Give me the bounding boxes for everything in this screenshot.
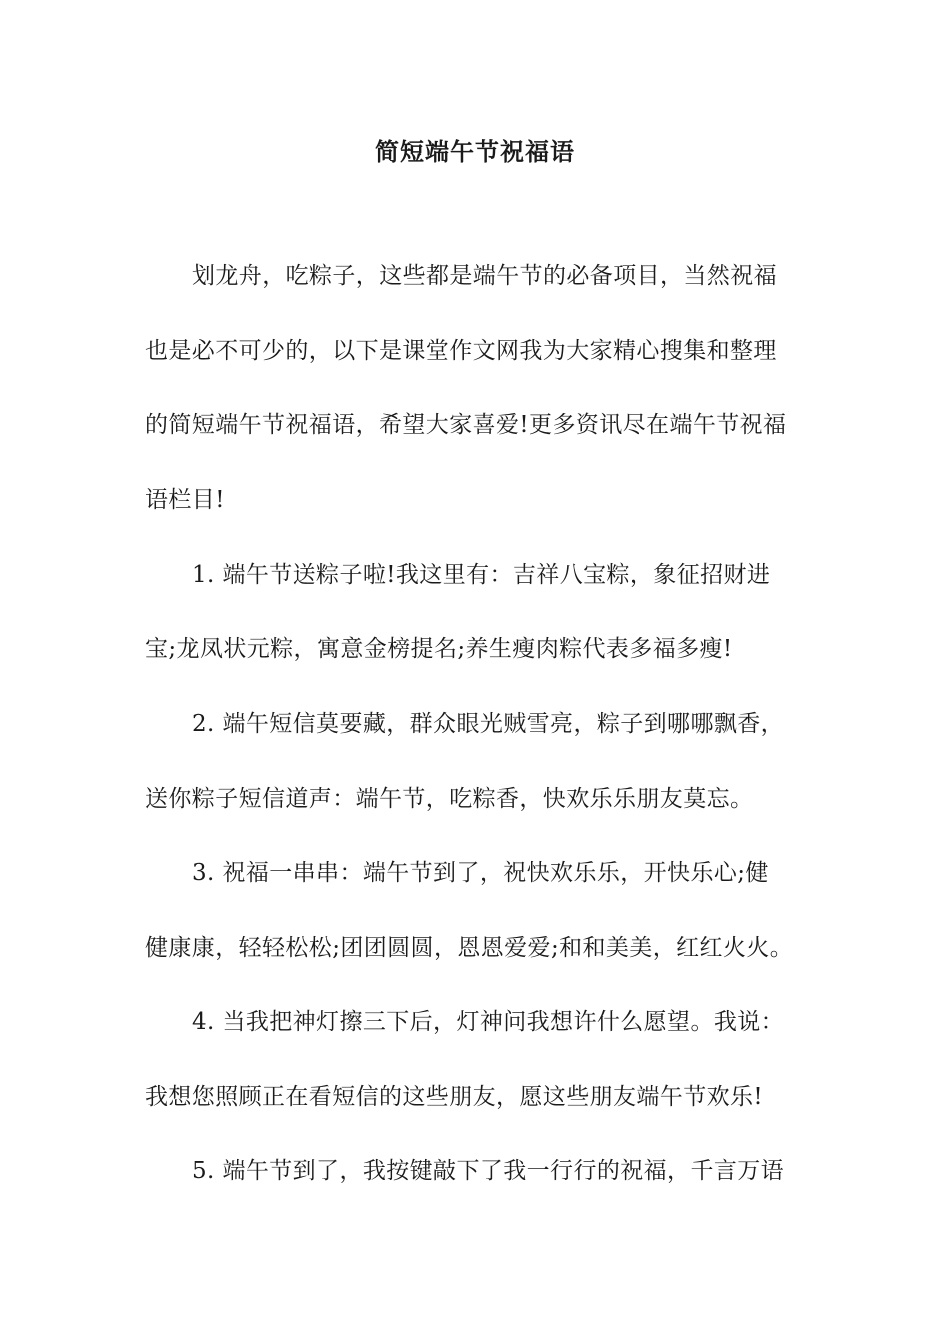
item-3-line-1: 3. 祝福一串串：端午节到了，祝快欢乐乐，开快乐心;健 [192,860,769,886]
item-4-line-1: 4. 当我把神灯擦三下后，灯神问我想许什么愿望。我说： [192,1009,785,1035]
item-2-line-1: 2. 端午短信莫要藏，群众眼光贼雪亮，粽子到哪哪飘香， [192,711,785,737]
document-title: 简短端午节祝福语 [375,137,575,166]
item-5-line-1: 5. 端午节到了，我按键敲下了我一行行的祝福，千言万语 [192,1158,785,1184]
paragraph-intro-line-3: 的简短端午节祝福语，希望大家喜爱!更多资讯尽在端午节祝福 [145,412,787,438]
paragraph-intro-line-1: 划龙舟，吃粽子，这些都是端午节的必备项目，当然祝福 [192,263,777,289]
item-2-line-2: 送你粽子短信道声：端午节，吃粽香，快欢乐乐朋友莫忘。 [145,786,754,812]
item-4-line-2: 我想您照顾正在看短信的这些朋友，愿这些朋友端午节欢乐! [145,1084,764,1110]
paragraph-intro-line-2: 也是必不可少的，以下是课堂作文网我为大家精心搜集和整理 [145,338,777,364]
item-1-line-2: 宝;龙凤状元粽，寓意金榜提名;养生瘦肉粽代表多福多瘦! [145,636,733,662]
item-1-line-1: 1. 端午节送粽子啦!我这里有：吉祥八宝粽，象征招财进 [192,562,771,588]
item-3-line-2: 健康康，轻轻松松;团团圆圆，恩恩爱爱;和和美美，红红火火。 [145,935,794,961]
paragraph-intro-line-4: 语栏目! [145,487,225,513]
